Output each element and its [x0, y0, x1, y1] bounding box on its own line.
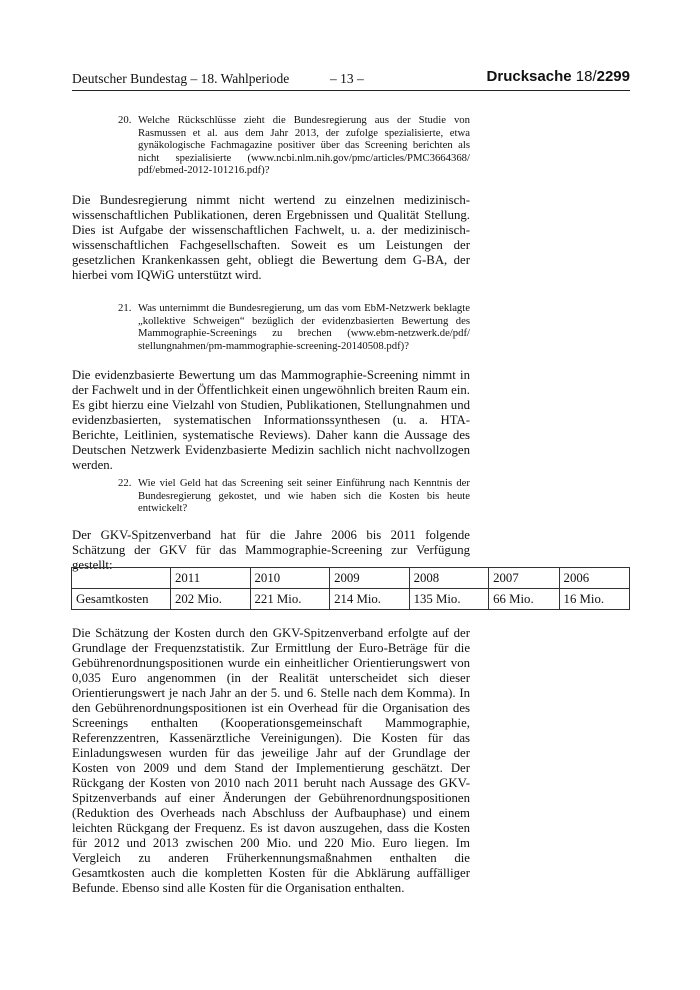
doc-number: 2299	[596, 68, 630, 85]
table-cell	[72, 568, 171, 589]
document-number	[487, 68, 630, 85]
question-number: 21.	[118, 302, 132, 314]
question-21	[118, 302, 470, 352]
question-number: 20.	[118, 114, 132, 126]
table-cell: 66 Mio.	[489, 589, 559, 610]
question-text: Was unternimmt die Bundesregierung, um das vom EbM-Netzwerk beklagte „kollektive Schweigen“ bezüglich der evidenzbasierten Bewertung des Mammographie-Screenings zu brechen (www.ebm-netzwerk.de/pdf/ stellungnahmen/pm-mammographie-screening-20140508.pdf)?	[138, 302, 470, 352]
page-number: – 13 –	[330, 71, 364, 86]
table-cell: 2006	[559, 568, 629, 589]
question-number: 22.	[118, 477, 132, 489]
doc-label: Drucksache	[486, 68, 572, 85]
answer-22-body: Die Schätzung der Kosten durch den GKV-Spitzenverband erfolgte auf der Grundlage der Frequenzstatistik. Zur Ermittlung der Euro-Beträge für die Gebührenordnungspositionen wurde ein einheitlicher Orientierungswert von 0,035 Euro angenommen (in der Realität unterscheidet sich dieser Orientierungswert je nach Jahr an der 5. und 6. Stelle nach dem Komma). In den Gebührenordnungspositionen ist ein Overhead für die Organisation des Screenings enthalten (Kooperationsgemeinschaft Mammographie, Referenzzentren, Kassenärztliche Vereinigungen). Die Kosten für das Einladungswesen wurden für das jeweilige Jahr auf der Grundlage der Kosten von 2009 und dem Stand der Implementierung geschätzt. Der Rückgang der Kosten von 2010 nach 2011 beruht nach Aussage des GKV-Spitzenverbands auf einer Änderungen der Gebührenordnungspositionen (Reduktion des Overheads nach Abschluss der Aufbauphase) und einem leichten Rückgang der Frequenz. Es ist davon auszugehen, dass die Kosten für 2012 und 2013 zwischen 200 Mio. und 220 Mio. Euro liegen. Im Vergleich zu anderen Früherkennungsmaßnahmen enthalten die Gesamtkosten auch die kompletten Kosten für die Abklärung auffälliger Befunde. Ebenso sind alle Kosten für die Organisation enthalten.	[72, 626, 470, 895]
page-header	[72, 68, 630, 91]
table-cell: 2008	[409, 568, 489, 589]
question-text: Wie viel Geld hat das Screening seit seiner Einführung nach Kenntnis der Bundesregierung gekostet, und wie haben sich die Kosten bis heute entwickelt?	[138, 477, 470, 515]
table-cell: 2007	[489, 568, 559, 589]
header-title: Deutscher Bundestag – 18. Wahlperiode	[72, 71, 290, 86]
answer-21: Die evidenzbasierte Bewertung um das Mammographie-Screening nimmt in der Fachwelt und in der Öffentlichkeit einen ungewöhnlich breiten Raum ein. Es gibt hierzu eine Vielzahl von Studien, Publikationen, Stellungnahmen und evidenzbasierten, systematischen Informationssynthesen (u. a. HTA-Berichte, Leitlinien, systematische Reviews). Daher kann die Aussage des Deutschen Netzwerk Evidenzbasierte Medizin sachlich nicht nachvollzogen werden.	[72, 368, 470, 472]
table-cell: 221 Mio.	[250, 589, 330, 610]
table-cell: 2010	[250, 568, 330, 589]
answer-20: Die Bundesregierung nimmt nicht wertend zu einzelnen medizinisch-wissenschaftlichen Publikationen, deren Ergebnissen und Qualität Stellung. Dies ist Aufgabe der wissenschaftlichen Fachwelt, u. a. der medizinisch-wissenschaftlichen Fachgesellschaften. Soweit es um Leistungen der gesetzlichen Krankenkassen geht, obliegt die Bewertung dem G-BA, der hierbei vom IQWiG unterstützt wird.	[72, 193, 470, 282]
costs-table	[71, 567, 630, 610]
table-cell: 2011	[171, 568, 251, 589]
answer-22-intro: Der GKV-Spitzenverband hat für die Jahre 2006 bis 2011 folgende Schätzung der GKV für das Mammographie-Screening zur Verfügung gestellt:	[72, 528, 470, 572]
table-cell: 202 Mio.	[171, 589, 251, 610]
table-cell: 135 Mio.	[409, 589, 489, 610]
question-text: Welche Rückschlüsse zieht die Bundesregierung aus der Studie von Rasmussen et al. aus dem Jahr 2013, der zufolge spezialisierte, etwa gynäkologische Fachmagazine positiver über das Screening berichten als nicht spezialisierte (www.ncbi.nlm.nih.gov/pmc/articles/PMC3664368/ pdf/ebmed-2012-101216.pdf)?	[138, 114, 470, 177]
table-cell: 214 Mio.	[330, 589, 410, 610]
table-cell: 16 Mio.	[559, 589, 629, 610]
table-cell: Gesamtkosten	[72, 589, 171, 610]
question-20	[118, 114, 470, 177]
question-22	[118, 477, 470, 515]
doc-number-prefix: 18/	[575, 68, 597, 85]
table-header-row	[72, 568, 630, 589]
table-row	[72, 589, 630, 610]
table-cell: 2009	[330, 568, 410, 589]
